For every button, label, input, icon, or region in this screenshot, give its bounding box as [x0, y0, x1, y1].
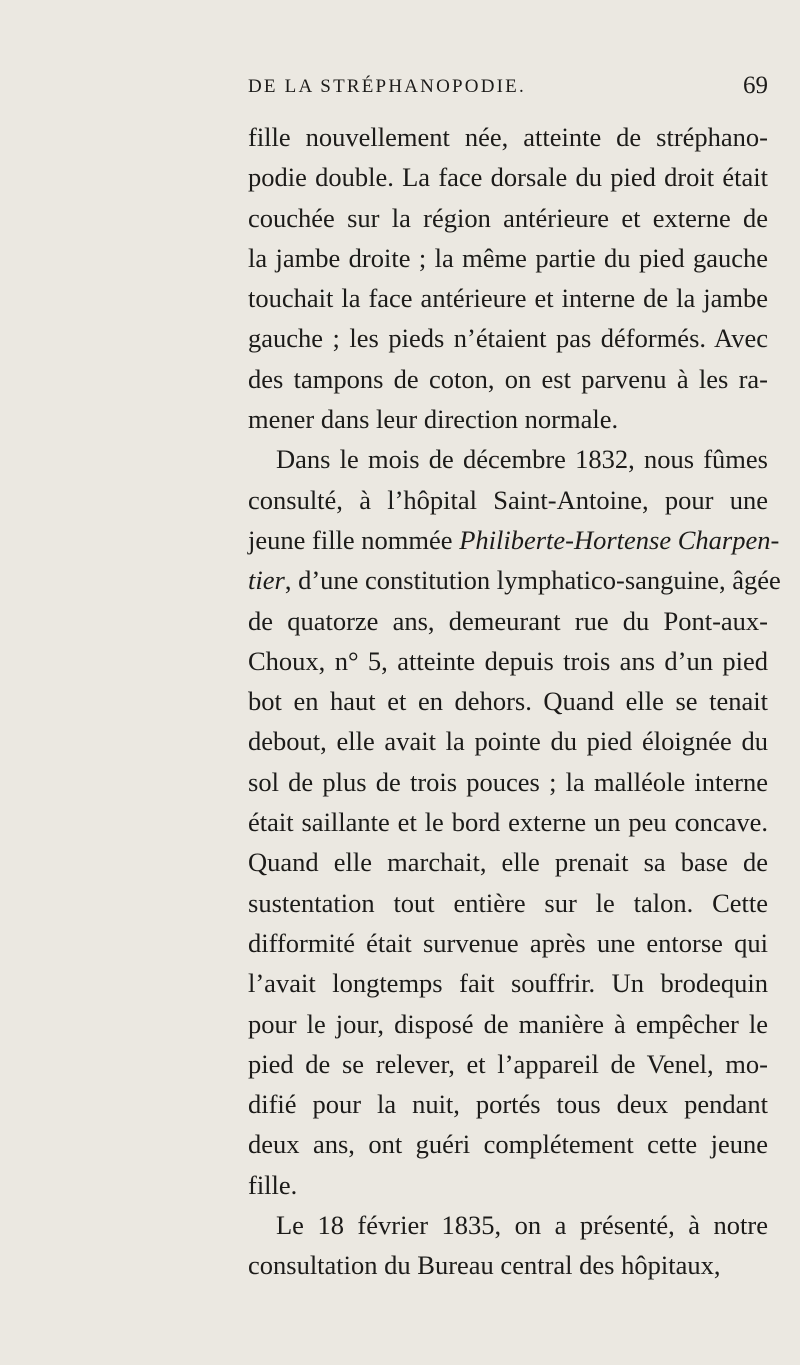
- text-line: [248, 560, 781, 600]
- text-line: sustentation tout entière sur le talon. Cette: [248, 887, 768, 918]
- text-line: pour le jour, disposé de manière à empêcher le: [248, 1008, 768, 1039]
- text-line: consultation du Bureau central des hôpitaux,: [248, 1250, 721, 1281]
- patient-name-italic: tier: [248, 565, 285, 596]
- patient-name-italic: Philiberte-Hortense Charpen-: [459, 524, 780, 555]
- text-line: bot en haut et en dehors. Quand elle se tenait: [248, 686, 768, 717]
- text-line: Quand elle marchait, elle prenait sa base de: [248, 847, 768, 878]
- text-line: difié pour la nuit, portés tous deux pendant: [248, 1089, 768, 1120]
- text-line: Choux, n° 5, atteinte depuis trois ans d’un pied: [248, 645, 768, 676]
- text-line: pied de se relever, et l’appareil de Venel, mo-: [248, 1048, 768, 1079]
- text-line: podie double. La face dorsale du pied droit était: [248, 162, 768, 193]
- text-run: jeune fille nommée: [248, 524, 460, 555]
- text-line: deux ans, ont guéri complétement cette jeune: [248, 1129, 768, 1160]
- paragraph-start-line: Dans le mois de décembre 1832, nous fûmes: [276, 444, 768, 475]
- text-line: consulté, à l’hôpital Saint-Antoine, pour une: [248, 484, 768, 515]
- text-line: la jambe droite ; la même partie du pied gauche: [248, 242, 768, 273]
- text-line: était saillante et le bord externe un peu concave.: [248, 807, 768, 838]
- paragraph-start-line: Le 18 février 1835, on a présenté, à notre: [276, 1210, 768, 1241]
- text-run: , d’une constitution lymphatico-sanguine, âgée: [284, 565, 781, 596]
- running-title: DE LA STRÉPHANOPODIE.: [248, 76, 526, 97]
- text-line: fille nouvellement née, atteinte de stréphano-: [248, 122, 768, 152]
- text-line: de quatorze ans, demeurant rue du Pont-aux-: [248, 605, 768, 636]
- page-header: [248, 72, 768, 106]
- text-line: sol de plus de trois pouces ; la malléole interne: [248, 766, 768, 797]
- body-text: [248, 117, 781, 1286]
- text-line: fille.: [248, 1169, 298, 1200]
- text-line: touchait la face antérieure et interne de la jambe: [248, 283, 768, 314]
- text-line: [248, 520, 780, 560]
- text-line: couchée sur la région antérieure et externe de: [248, 202, 768, 233]
- text-line: gauche ; les pieds n’étaient pas déformés. Avec: [248, 323, 768, 354]
- text-line: difformité était survenue après une entorse qui: [248, 927, 768, 958]
- text-line: mener dans leur direction normale.: [248, 404, 619, 435]
- page-number: 69: [743, 72, 768, 99]
- text-line: debout, elle avait la pointe du pied éloignée du: [248, 726, 768, 757]
- text-line: des tampons de coton, on est parvenu à les ra-: [248, 363, 768, 394]
- text-line: l’avait longtemps fait souffrir. Un brodequin: [248, 968, 768, 999]
